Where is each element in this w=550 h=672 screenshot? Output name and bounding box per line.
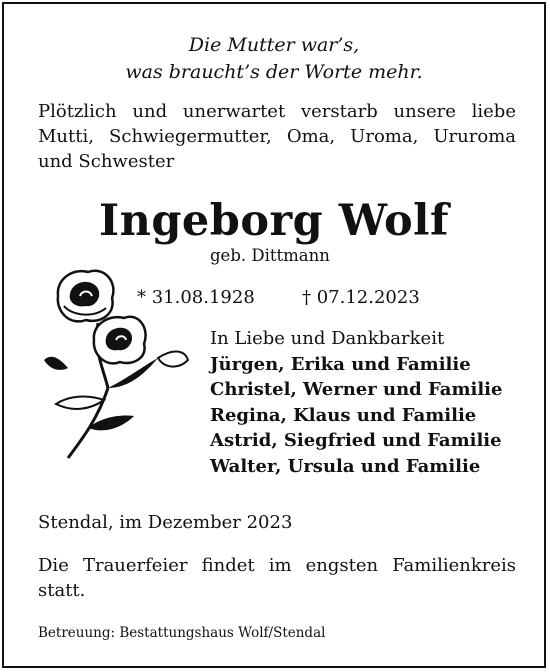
mourner-5: Walter, Ursula und Familie <box>210 455 481 477</box>
service-line-1: Die Trauerfeier findet im engsten Familienkreis <box>38 555 516 576</box>
obituary-notice <box>2 2 546 668</box>
place-date: Stendal, im Dezember 2023 <box>38 512 293 533</box>
service-line-2: statt. <box>38 580 86 601</box>
mourners-block <box>210 326 502 479</box>
death-date: † 07.12.2023 <box>302 287 420 308</box>
motto-line-2: was braucht’s der Worte mehr. <box>125 61 423 83</box>
rose-icon <box>38 268 198 468</box>
motto <box>4 32 544 86</box>
intro-text <box>38 99 516 174</box>
maiden-name: geb. Dittmann <box>210 246 330 265</box>
motto-line-1: Die Mutter war’s, <box>188 34 360 56</box>
birth-date: * 31.08.1928 <box>137 287 255 308</box>
intro-line-3: und Schwester <box>38 151 175 172</box>
mourner-4: Astrid, Siegfried und Familie <box>210 430 502 451</box>
funeral-service-text <box>38 553 516 603</box>
mourner-1: Jürgen, Erika und Familie <box>210 353 471 375</box>
mourner-3: Regina, Klaus und Familie <box>210 404 477 426</box>
intro-line-1: Plötzlich und unerwartet verstarb unsere liebe <box>38 101 516 122</box>
mourner-2: Christel, Werner und Familie <box>210 379 503 400</box>
intro-line-2: Mutti, Schwiegermutter, Oma, Uroma, Ururoma <box>38 126 516 147</box>
funeral-home-credit: Betreuung: Bestattungshaus Wolf/Stendal <box>38 625 326 641</box>
deceased-name: Ingeborg Wolf <box>98 196 450 246</box>
mourners-intro: In Liebe und Dankbarkeit <box>210 328 445 349</box>
